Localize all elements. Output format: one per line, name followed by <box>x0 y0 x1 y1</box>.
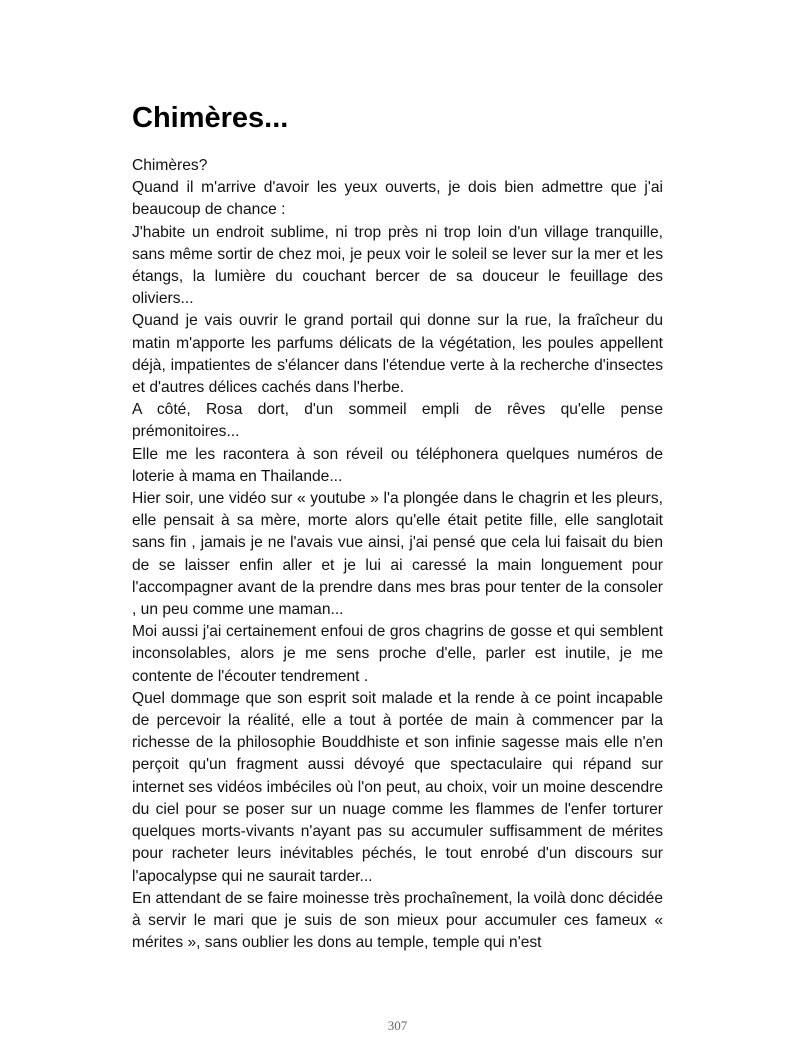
paragraph: J'habite un endroit sublime, ni trop près ni trop loin d'un village tranquille, sans même sortir de chez moi, je peux voir le soleil se lever sur la mer et les étangs, la lumière du couchant bercer de sa douceur le feuillage des oliviers... <box>132 223 663 308</box>
paragraph: Quand je vais ouvrir le grand portail qui donne sur la rue, la fraîcheur du matin m'apporte les parfums délicats de la végétation, les poules appellent déjà, impatientes de s'élancer dans l'étendue verte à la recherche d'insectes et d'autres délices cachés dans l'herbe. <box>132 312 663 397</box>
page-title: Chimères... <box>132 102 289 134</box>
paragraph: A côté, Rosa dort, d'un sommeil empli de rêves qu'elle pense prémonitoires... <box>132 401 663 441</box>
paragraph: Moi aussi j'ai certainement enfoui de gros chagrins de gosse et qui semblent inconsolables, alors je me sens proche d'elle, parler est inutile, je me contente de l'écouter tendrement . <box>132 623 663 685</box>
body-text <box>132 155 663 954</box>
paragraph: En attendant de se faire moinesse très prochaînement, la voilà donc décidée à servir le mari que je suis de son mieux pour accumuler ces fameux « mérites », sans oublier les dons au temple, temple qui n'est <box>132 889 663 952</box>
paragraph: Chimères? <box>132 157 208 174</box>
paragraph: Hier soir, une vidéo sur « youtube » l'a plongée dans le chagrin et les pleurs, elle pensait à sa mère, morte alors qu'elle était petite fille, elle sanglotait sans fin , jamais je ne l'avais vue ainsi, j'ai pensé que cela lui faisait du bien de se laisser enfin aller et je lui ai caressé la main longuement pour l'accompagner avant de la prendre dans mes bras pour tenter de la consoler , un peu comme une maman... <box>132 490 663 619</box>
page-number: 307 <box>387 1018 408 1033</box>
paragraph: Quand il m'arrive d'avoir les yeux ouverts, je dois bien admettre que j'ai beaucoup de chance : <box>132 179 663 219</box>
paragraph: Quel dommage que son esprit soit malade et la rende à ce point incapable de percevoir la réalité, elle a tout à portée de main à commencer par la richesse de la philosophie Bouddhiste et son infinie sagesse mais elle n'en perçoit qu'un fragment aussi dévoyé que spectaculaire qui répand sur internet ses vidéos imbéciles où l'on peut, au choix, voir un moine descendre du ciel pour se poser sur un nuage comme les flammes de l'enfer torturer quelques morts-vivants n'ayant pas su accumuler suffisamment de mérites pour racheter leurs inévitables péchés, le tout enrobé d'un discours sur l'apocalypse qui ne saurait tarder... <box>132 689 663 885</box>
paragraph: Elle me les racontera à son réveil ou téléphonera quelques numéros de loterie à mama en Thailande... <box>132 445 663 485</box>
